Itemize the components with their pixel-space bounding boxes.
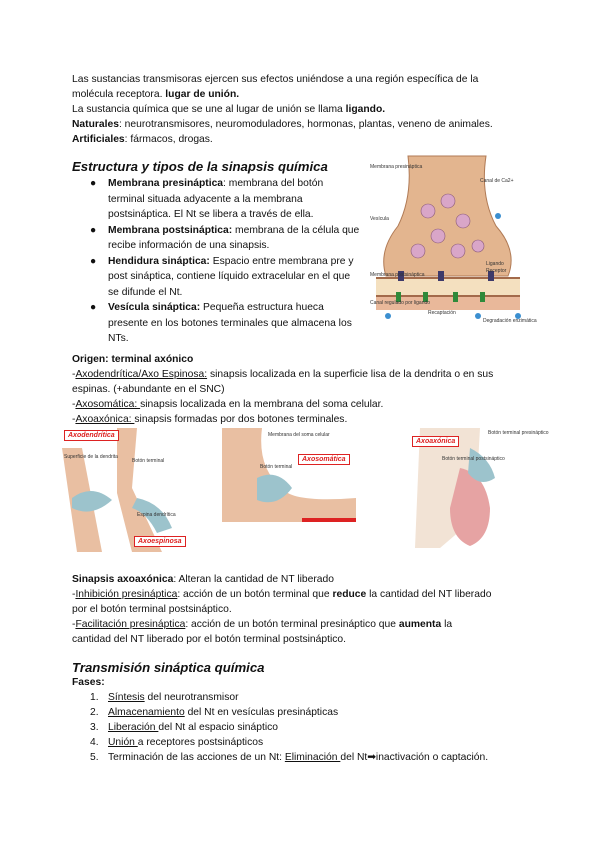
list-item: 1. Síntesis del neurotransmisor: [90, 692, 239, 703]
tag-axosomatica: Axosomática: [298, 454, 350, 465]
origin-line-3: -Axosomática: sinapsis localizada en la membrana del soma celular.: [72, 399, 384, 410]
list-item: ● Hendidura sináptica: Espacio entre membrana pre y post sináptica, contiene líquido extracelular en el que se difunde el Nt.: [90, 255, 354, 298]
tag-axoaxonica: Axoaxónica: [412, 436, 459, 447]
tag-axoespinosa: Axoespinosa: [134, 536, 186, 547]
arrow-icon: ➡: [367, 752, 376, 763]
intro-line-4: Naturales: neurotransmisores, neuromoduladores, hormonas, plantas, veneno de animales.: [72, 119, 493, 130]
intro-line-1: Las sustancias transmisoras ejercen sus efectos uniéndose a una región específica de la: [72, 74, 479, 85]
list-item: 2. Almacenamiento del Nt en vesículas presinápticas: [90, 707, 339, 718]
origin-line-2: espinas. (+abundante en el SNC): [72, 384, 225, 395]
list-item: 5. Terminación de las acciones de un Nt: Eliminación del Nt➡inactivación o captación.: [90, 752, 489, 763]
list-item: ● Membrana postsináptica: membrana de la célula que recibe información de una sinapsis.: [90, 224, 360, 251]
section-title-transmission: Transmisión sináptica química: [72, 660, 265, 675]
phases-list: [90, 690, 488, 765]
figure-axosomatic: [222, 428, 356, 522]
intro-line-2: molécula receptora. lugar de unión.: [72, 89, 240, 100]
list-item: ● Membrana presináptica: membrana del botón terminal situada adyacente a la membrana postsináptica. El Nt se libera a través de ella.: [90, 178, 324, 220]
axoaxonic-line-1: Sinapsis axoaxónica: Alteran la cantidad de NT liberado: [72, 574, 334, 585]
intro-line-5: Artificiales: fármacos, drogas.: [72, 134, 213, 145]
section-title-structure: Estructura y tipos de la sinapsis química: [72, 159, 328, 174]
list-item: ● Vesícula sináptica: Pequeña estructura hueca presente en los botones terminales que almacena los NTs.: [90, 302, 352, 344]
list-item: 3. Liberación del Nt al espacio sináptico: [90, 722, 279, 733]
tag-axodendritica: Axodendrítica: [64, 430, 119, 441]
synapse-diagram: [368, 156, 537, 326]
label-enzymatic-degradation: Degradación enzimática: [483, 318, 537, 324]
axoaxonic-line-5: cantidad del NT liberado por el botón terminal postsináptico.: [72, 634, 346, 645]
label-ligand-gated-channel: Canal regulado por ligando: [370, 300, 431, 306]
label-ca-channel: Canal de Ca2+: [480, 178, 514, 184]
axoaxonic-line-4: -Facilitación presináptica: acción de un botón terminal presináptico que aumenta la: [72, 619, 453, 630]
label-terminal-button: Botón terminal: [132, 458, 165, 464]
figure-axodendritic: [62, 428, 184, 552]
structure-bullet-list: [90, 176, 360, 347]
intro-line-3: La sustancia química que se une al lugar de unión se llama ligando.: [72, 104, 386, 115]
label-reuptake: Recaptación: [428, 310, 456, 316]
label-postsynaptic-button: Botón terminal postsináptico: [442, 456, 505, 462]
label-presynaptic-button: Botón terminal presináptico: [488, 430, 549, 436]
axoaxonic-line-2: -Inhibición presináptica: acción de un botón terminal que reduce la cantidad del NT liberado: [72, 589, 492, 600]
label-receptor: Receptor: [486, 268, 507, 274]
label-soma-membrane: Membrana del soma celular: [268, 432, 330, 438]
label-presynaptic-membrane: Membrana presináptica: [370, 164, 423, 170]
origin-line-1: -Axodendrítica/Axo Espinosa: sinapsis localizada en la superficie lisa de la dendrita o en sus: [72, 369, 494, 380]
origin-line-4: -Axoaxónica: sinapsis formadas por dos botones terminales.: [72, 414, 348, 425]
phases-label: Fases:: [72, 677, 105, 688]
origin-title: Origen: terminal axónico: [72, 354, 194, 365]
list-item: 4. Unión a receptores postsinápticos: [90, 737, 264, 748]
label-ligand: Ligando: [486, 261, 504, 267]
label-terminal-button-2: Botón terminal: [260, 464, 293, 470]
label-dendrite-surface: Superficie de la dendrita: [64, 454, 118, 460]
figure-axoaxonic: [410, 428, 549, 548]
label-postsynaptic-membrane: Membrana postsináptica: [370, 272, 425, 278]
label-dendritic-spine: Espina dendrítica: [137, 512, 176, 518]
axoaxonic-line-3: por el botón terminal postsináptico.: [72, 604, 232, 615]
label-vesicle: Vesícula: [370, 216, 389, 222]
